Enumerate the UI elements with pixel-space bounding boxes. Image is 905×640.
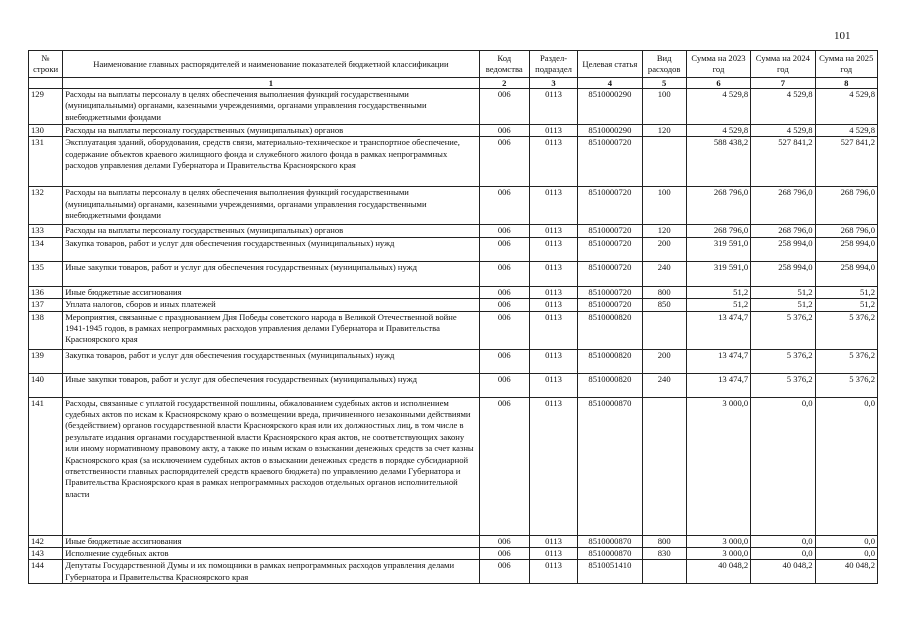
target-article: 8510051410 [578, 560, 642, 584]
amount-2024: 0,0 [751, 548, 815, 560]
amount-2025: 4 529,8 [815, 89, 877, 125]
column-header: № строки [29, 51, 63, 78]
section-code: 0113 [529, 286, 577, 298]
row-name: Иные закупки товаров, работ и услуг для обеспечения государственных (муниципальных) нужд [63, 261, 479, 286]
target-article: 8510000870 [578, 397, 642, 535]
amount-2025: 268 796,0 [815, 187, 877, 225]
table-row [29, 311, 878, 349]
target-article: 8510000290 [578, 125, 642, 137]
row-number: 139 [29, 349, 63, 373]
amount-2024: 258 994,0 [751, 261, 815, 286]
dept-code: 006 [479, 225, 529, 237]
expense-type: 830 [642, 548, 686, 560]
row-name: Уплата налогов, сборов и иных платежей [63, 299, 479, 311]
amount-2024: 527 841,2 [751, 137, 815, 187]
amount-2025: 268 796,0 [815, 225, 877, 237]
table-row [29, 397, 878, 535]
amount-2023: 319 591,0 [686, 261, 750, 286]
table-row [29, 560, 878, 584]
expense-type: 100 [642, 187, 686, 225]
target-article: 8510000720 [578, 187, 642, 225]
amount-2023: 3 000,0 [686, 548, 750, 560]
expense-type [642, 397, 686, 535]
row-number: 137 [29, 299, 63, 311]
target-article: 8510000870 [578, 548, 642, 560]
expense-type: 850 [642, 299, 686, 311]
column-number-row [29, 78, 878, 89]
section-code: 0113 [529, 187, 577, 225]
page-number: 101 [834, 30, 851, 42]
dept-code: 006 [479, 299, 529, 311]
section-code: 0113 [529, 373, 577, 397]
dept-code: 006 [479, 261, 529, 286]
row-name: Расходы на выплаты персоналу государственных (муниципальных) органов [63, 225, 479, 237]
section-code: 0113 [529, 548, 577, 560]
amount-2024: 268 796,0 [751, 225, 815, 237]
target-article: 8510000720 [578, 137, 642, 187]
amount-2024: 0,0 [751, 397, 815, 535]
row-number: 130 [29, 125, 63, 137]
row-name: Мероприятия, связанные с празднованием Дня Победы советского народа в Великой Отечественной войне 1941-1945 годов, в рамках непрограммных расходов управления делами Губернатора и Правительства Красноярского края [63, 311, 479, 349]
amount-2023: 13 474,7 [686, 373, 750, 397]
amount-2025: 40 048,2 [815, 560, 877, 584]
amount-2024: 51,2 [751, 286, 815, 298]
expense-type [642, 311, 686, 349]
dept-code: 006 [479, 89, 529, 125]
dept-code: 006 [479, 187, 529, 225]
row-name: Депутаты Государственной Думы и их помощники в рамках непрограммных расходов управления делами Губернатора и Правительства Красноярского края [63, 560, 479, 584]
dept-code: 006 [479, 535, 529, 547]
dept-code: 006 [479, 125, 529, 137]
row-number: 134 [29, 237, 63, 261]
table-row [29, 237, 878, 261]
row-number: 138 [29, 311, 63, 349]
row-number: 132 [29, 187, 63, 225]
dept-code: 006 [479, 560, 529, 584]
target-article: 8510000290 [578, 89, 642, 125]
target-article: 8510000720 [578, 237, 642, 261]
row-number: 140 [29, 373, 63, 397]
expense-type: 800 [642, 286, 686, 298]
column-number: 2 [479, 78, 529, 89]
amount-2025: 5 376,2 [815, 311, 877, 349]
amount-2023: 268 796,0 [686, 225, 750, 237]
section-code: 0113 [529, 137, 577, 187]
table-row [29, 548, 878, 560]
amount-2023: 268 796,0 [686, 187, 750, 225]
amount-2024: 5 376,2 [751, 349, 815, 373]
amount-2024: 5 376,2 [751, 373, 815, 397]
table-row [29, 286, 878, 298]
row-name: Расходы, связанные с уплатой государственной пошлины, обжалованием судебных актов и исполнением судебных актов по искам к Красноярскому краю о возмещении вреда, причиненного незаконными действиями (бездействием) органов государственной власти Красноярского края или их должностных лиц, в том числе в результате издания органами государственной власти Красноярского края актов, не соответствующих закону или иному нормативному правовому акту, а также по иным искам о взыскании денежных средств за счет казны Красноярского края (за исключением судебных актов о взыскании денежных средств в порядке субсидиарной ответственности главных распорядителей средств краевого бюджета) по управлению делами Губернатора и Правительства Красноярского края в рамках непрограммных расходов отдельных органов исполнительной власти [63, 397, 479, 535]
table-row [29, 137, 878, 187]
target-article: 8510000720 [578, 225, 642, 237]
target-article: 8510000720 [578, 261, 642, 286]
column-header: Раздел-подраздел [529, 51, 577, 78]
amount-2025: 258 994,0 [815, 261, 877, 286]
amount-2024: 268 796,0 [751, 187, 815, 225]
dept-code: 006 [479, 311, 529, 349]
column-number: 3 [529, 78, 577, 89]
column-number: 6 [686, 78, 750, 89]
amount-2023: 51,2 [686, 299, 750, 311]
table-row [29, 299, 878, 311]
column-number: 5 [642, 78, 686, 89]
column-number: 8 [815, 78, 877, 89]
amount-2025: 4 529,8 [815, 125, 877, 137]
expense-type: 800 [642, 535, 686, 547]
section-code: 0113 [529, 535, 577, 547]
row-number: 129 [29, 89, 63, 125]
section-code: 0113 [529, 349, 577, 373]
table-row [29, 187, 878, 225]
row-name: Эксплуатация зданий, оборудования, средств связи, материально-техническое и транспортное обеспечение, содержание объектов краевого жилищного фонда и служебного жилого фонда в рамках непрограммных расходов управления делами Губернатора и Правительства Красноярского края [63, 137, 479, 187]
row-number: 133 [29, 225, 63, 237]
amount-2023: 40 048,2 [686, 560, 750, 584]
expense-type: 240 [642, 373, 686, 397]
section-code: 0113 [529, 261, 577, 286]
expense-type: 100 [642, 89, 686, 125]
amount-2025: 0,0 [815, 548, 877, 560]
amount-2024: 4 529,8 [751, 89, 815, 125]
amount-2023: 4 529,8 [686, 89, 750, 125]
table-row [29, 125, 878, 137]
row-name: Расходы на выплаты персоналу государственных (муниципальных) органов [63, 125, 479, 137]
budget-table [28, 50, 878, 584]
target-article: 8510000720 [578, 299, 642, 311]
column-number: 7 [751, 78, 815, 89]
table-row [29, 373, 878, 397]
amount-2023: 51,2 [686, 286, 750, 298]
target-article: 8510000720 [578, 286, 642, 298]
amount-2025: 527 841,2 [815, 137, 877, 187]
amount-2025: 258 994,0 [815, 237, 877, 261]
dept-code: 006 [479, 397, 529, 535]
row-name: Закупка товаров, работ и услуг для обеспечения государственных (муниципальных) нужд [63, 237, 479, 261]
row-name: Закупка товаров, работ и услуг для обеспечения государственных (муниципальных) нужд [63, 349, 479, 373]
amount-2024: 4 529,8 [751, 125, 815, 137]
dept-code: 006 [479, 373, 529, 397]
expense-type: 120 [642, 225, 686, 237]
amount-2024: 51,2 [751, 299, 815, 311]
amount-2025: 0,0 [815, 535, 877, 547]
amount-2025: 5 376,2 [815, 373, 877, 397]
table-row [29, 535, 878, 547]
column-number: 4 [578, 78, 642, 89]
header-row [29, 51, 878, 78]
row-name: Иные бюджетные ассигнования [63, 286, 479, 298]
dept-code: 006 [479, 548, 529, 560]
expense-type: 120 [642, 125, 686, 137]
row-name: Расходы на выплаты персоналу в целях обеспечения выполнения функций государственными (муниципальными) органами, казенными учреждениями, органами управления государственными внебюджетными фондами [63, 187, 479, 225]
column-header: Целевая статья [578, 51, 642, 78]
section-code: 0113 [529, 311, 577, 349]
column-header: Код ведомства [479, 51, 529, 78]
dept-code: 006 [479, 137, 529, 187]
column-number [29, 78, 63, 89]
expense-type [642, 560, 686, 584]
target-article: 8510000820 [578, 311, 642, 349]
dept-code: 006 [479, 349, 529, 373]
table-body [29, 89, 878, 584]
amount-2023: 13 474,7 [686, 311, 750, 349]
column-header: Сумма на 2025 год [815, 51, 877, 78]
amount-2024: 0,0 [751, 535, 815, 547]
table-row [29, 89, 878, 125]
row-name: Расходы на выплаты персоналу в целях обеспечения выполнения функций государственными (муниципальными) органами, казенными учреждениями, органами управления государственными внебюджетными фондами [63, 89, 479, 125]
column-header: Сумма на 2023 год [686, 51, 750, 78]
column-header: Наименование главных распорядителей и наименование показателей бюджетной классификации [63, 51, 479, 78]
row-number: 142 [29, 535, 63, 547]
section-code: 0113 [529, 225, 577, 237]
target-article: 8510000820 [578, 349, 642, 373]
row-name: Исполнение судебных актов [63, 548, 479, 560]
dept-code: 006 [479, 286, 529, 298]
row-number: 141 [29, 397, 63, 535]
column-number: 1 [63, 78, 479, 89]
expense-type [642, 137, 686, 187]
expense-type: 200 [642, 237, 686, 261]
section-code: 0113 [529, 89, 577, 125]
dept-code: 006 [479, 237, 529, 261]
table-row [29, 349, 878, 373]
row-name: Иные закупки товаров, работ и услуг для обеспечения государственных (муниципальных) нужд [63, 373, 479, 397]
column-header: Вид расходов [642, 51, 686, 78]
row-number: 143 [29, 548, 63, 560]
row-number: 131 [29, 137, 63, 187]
amount-2024: 40 048,2 [751, 560, 815, 584]
expense-type: 240 [642, 261, 686, 286]
table-row [29, 225, 878, 237]
amount-2023: 13 474,7 [686, 349, 750, 373]
amount-2025: 5 376,2 [815, 349, 877, 373]
expense-type: 200 [642, 349, 686, 373]
amount-2025: 0,0 [815, 397, 877, 535]
table-row [29, 261, 878, 286]
section-code: 0113 [529, 397, 577, 535]
row-name: Иные бюджетные ассигнования [63, 535, 479, 547]
amount-2023: 319 591,0 [686, 237, 750, 261]
column-header: Сумма на 2024 год [751, 51, 815, 78]
section-code: 0113 [529, 125, 577, 137]
target-article: 8510000870 [578, 535, 642, 547]
amount-2023: 4 529,8 [686, 125, 750, 137]
section-code: 0113 [529, 560, 577, 584]
amount-2024: 258 994,0 [751, 237, 815, 261]
amount-2023: 3 000,0 [686, 397, 750, 535]
section-code: 0113 [529, 237, 577, 261]
target-article: 8510000820 [578, 373, 642, 397]
row-number: 136 [29, 286, 63, 298]
amount-2025: 51,2 [815, 286, 877, 298]
row-number: 144 [29, 560, 63, 584]
amount-2024: 5 376,2 [751, 311, 815, 349]
section-code: 0113 [529, 299, 577, 311]
amount-2023: 588 438,2 [686, 137, 750, 187]
row-number: 135 [29, 261, 63, 286]
amount-2023: 3 000,0 [686, 535, 750, 547]
amount-2025: 51,2 [815, 299, 877, 311]
